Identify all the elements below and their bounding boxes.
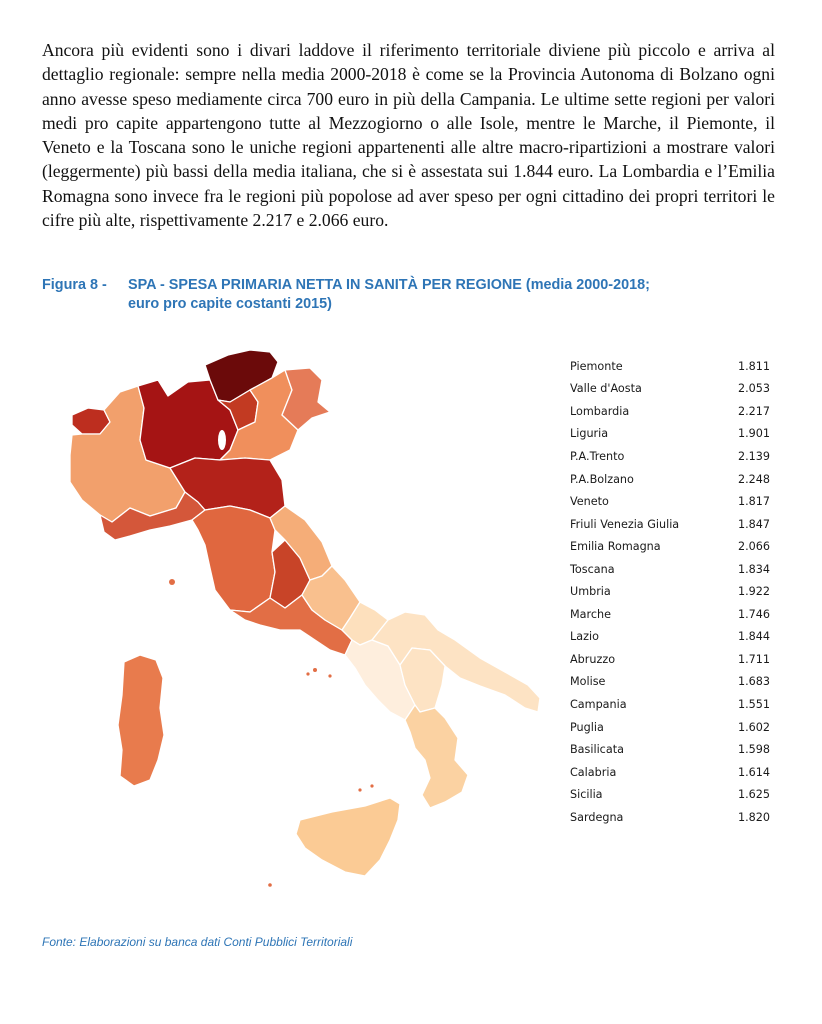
region-sardegna — [118, 655, 164, 786]
region-value: 1.711 — [737, 652, 770, 666]
region-name: P.A.Trento — [570, 449, 625, 463]
region-value: 1.683 — [737, 675, 770, 689]
region-value-table — [570, 355, 770, 828]
legend-row — [570, 513, 770, 536]
legend-row — [570, 355, 770, 378]
legend-row — [570, 603, 770, 626]
legend-row — [570, 738, 770, 761]
region-value: 1.901 — [737, 427, 770, 441]
region-value: 1.598 — [737, 743, 770, 757]
body-paragraph: Ancora più evidenti sono i divari laddove il riferimento territoriale diviene più piccolo e arriva al dettaglio regionale: sempre nella media 2000-2018 è come se la Provincia Autonoma di Bolzano ogni anno avesse speso mediamente circa 700 euro in più della Campania. Le ultime sette regioni per valori medi pro capite appartengono tutte al Mezzogiorno o alle Isole, mentre le Marche, il Piemonte, il Veneto e la Toscana sono le uniche regioni appartenenti alle altre macro-ripartizioni a mostrare valori (leggermente) più bassi della media italiana, che si è assestata sui 1.844 euro. La Lombardia e l’Emilia Romagna sono invece fra le regioni più popolose ad aver speso per ogni cittadino dei propri territori le cifre più alte, rispettivamente 2.217 e 2.066 euro. — [42, 40, 775, 231]
region-name: Emilia Romagna — [570, 540, 661, 554]
italy-region-map — [60, 340, 550, 900]
region-calabria — [405, 705, 468, 808]
region-name: Liguria — [570, 427, 609, 441]
small-island — [268, 883, 272, 887]
source-note: Fonte: Elaborazioni su banca dati Conti Pubblici Territoriali — [42, 935, 353, 949]
region-value: 1.811 — [737, 359, 770, 373]
legend-row — [570, 806, 770, 829]
legend-row — [570, 423, 770, 446]
legend-row — [570, 490, 770, 513]
region-name: Puglia — [570, 720, 604, 734]
region-name: Sardegna — [570, 810, 624, 824]
region-name: Abruzzo — [570, 652, 616, 666]
region-value: 2.066 — [737, 540, 770, 554]
small-island — [306, 672, 309, 675]
region-name: Basilicata — [570, 743, 624, 757]
region-name: Lombardia — [570, 404, 630, 418]
small-island — [370, 784, 373, 787]
region-sicilia — [296, 798, 400, 876]
region-friuli-venezia-giulia — [282, 368, 330, 430]
region-value: 1.551 — [737, 697, 770, 711]
legend-row — [570, 648, 770, 671]
region-value: 1.625 — [737, 788, 770, 802]
figure-caption — [42, 276, 782, 314]
legend-row — [570, 445, 770, 468]
figure-title-line2: euro pro capite costanti 2015) — [128, 296, 332, 312]
region-value: 1.614 — [737, 765, 770, 779]
legend-row — [570, 626, 770, 649]
legend-row — [570, 716, 770, 739]
region-value: 1.834 — [737, 562, 770, 576]
legend-row — [570, 378, 770, 401]
figure-label: Figura 8 - — [42, 277, 107, 293]
region-name: Veneto — [570, 495, 609, 509]
region-value: 1.844 — [737, 630, 770, 644]
region-name: P.A.Bolzano — [570, 472, 634, 486]
figure-title-line1: SPA - SPESA PRIMARIA NETTA IN SANITÀ PER REGIONE (media 2000-2018; — [128, 277, 650, 293]
elba-island — [169, 579, 175, 585]
small-island — [328, 674, 331, 677]
region-toscana — [192, 506, 275, 612]
legend-row — [570, 671, 770, 694]
region-name: Valle d'Aosta — [570, 382, 642, 396]
legend-row — [570, 535, 770, 558]
region-name: Umbria — [570, 585, 611, 599]
region-name: Piemonte — [570, 359, 623, 373]
small-island — [313, 668, 317, 672]
region-name: Lazio — [570, 630, 599, 644]
region-name: Marche — [570, 607, 611, 621]
region-name: Toscana — [570, 562, 615, 576]
region-value: 1.847 — [737, 517, 770, 531]
legend-row — [570, 468, 770, 491]
region-value: 1.817 — [737, 495, 770, 509]
region-value: 1.746 — [737, 607, 770, 621]
region-name: Friuli Venezia Giulia — [570, 517, 680, 531]
region-name: Calabria — [570, 765, 617, 779]
legend-row — [570, 693, 770, 716]
lake-shape — [218, 430, 226, 450]
small-island — [358, 788, 361, 791]
legend-row — [570, 761, 770, 784]
region-name: Molise — [570, 675, 606, 689]
region-value: 2.139 — [737, 449, 770, 463]
legend-row — [570, 580, 770, 603]
region-value: 1.820 — [737, 810, 770, 824]
region-value: 2.248 — [737, 472, 770, 486]
region-value: 2.217 — [737, 404, 770, 418]
region-value: 1.602 — [737, 720, 770, 734]
legend-row — [570, 400, 770, 423]
region-value: 1.922 — [737, 585, 770, 599]
region-value: 2.053 — [737, 382, 770, 396]
region-name: Campania — [570, 697, 627, 711]
legend-row — [570, 783, 770, 806]
legend-row — [570, 558, 770, 581]
region-name: Sicilia — [570, 788, 603, 802]
